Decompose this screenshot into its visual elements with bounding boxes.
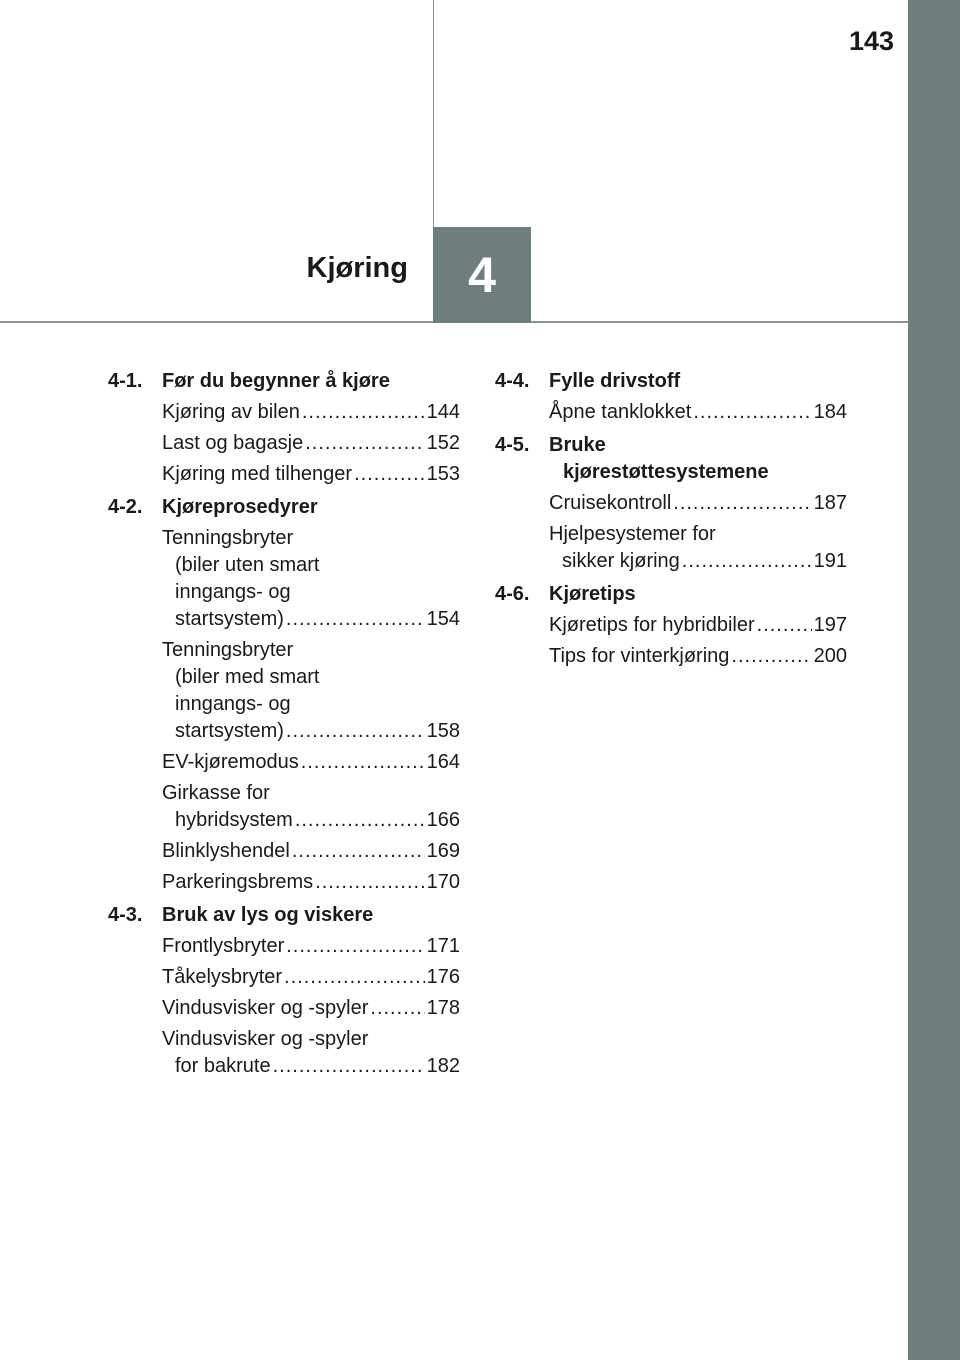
entry-page-number: 154 — [426, 608, 460, 630]
toc-entry[interactable] — [162, 995, 460, 1022]
entry-label — [549, 521, 847, 548]
entry-page-number: 191 — [813, 550, 847, 572]
side-tab-band — [908, 0, 960, 1360]
entry-last-line — [162, 933, 460, 960]
entry-label-line: Tåkelysbryter — [162, 966, 283, 988]
entry-label-line: startsystem) — [175, 720, 284, 742]
entry-last-line — [549, 399, 847, 426]
entry-label — [162, 637, 460, 718]
toc-entry[interactable] — [549, 521, 847, 575]
entry-text-block — [162, 1026, 460, 1080]
toc-entry[interactable] — [549, 643, 847, 670]
entry-page-number: 166 — [426, 809, 460, 831]
section-title — [162, 902, 460, 929]
entry-text-block — [162, 525, 460, 633]
chapter-number: 4 — [468, 247, 496, 303]
entry-last-line — [162, 869, 460, 896]
entry-label-line: Girkasse for — [162, 782, 270, 804]
entry-last-line — [549, 643, 847, 670]
entry-label-line: Vindusvisker og -spyler — [162, 1028, 369, 1050]
leader-dots — [292, 838, 425, 865]
leader-dots — [286, 606, 425, 633]
section-heading — [108, 494, 460, 521]
entry-label-line: hybridsystem — [175, 809, 293, 831]
entry-label-line: inngangs- og — [175, 581, 291, 603]
entry-page-number: 176 — [426, 966, 460, 988]
entry-page-number: 187 — [813, 492, 847, 514]
toc-section — [108, 494, 460, 896]
entry-page-number: 170 — [426, 871, 460, 893]
entry-label-line: for bakrute — [175, 1055, 271, 1077]
leader-dots — [693, 399, 811, 426]
entry-page-number: 182 — [426, 1055, 460, 1077]
leader-dots — [354, 461, 425, 488]
entry-label-line: (biler uten smart — [175, 554, 320, 576]
section-number: 4-5. — [495, 434, 530, 456]
entry-page-number: 164 — [426, 751, 460, 773]
leader-dots — [731, 643, 811, 670]
toc-entry[interactable] — [162, 780, 460, 834]
entry-last-line — [549, 490, 847, 517]
entry-page-number: 158 — [426, 720, 460, 742]
entry-label-line: Parkeringsbrems — [162, 871, 314, 893]
leader-dots — [370, 995, 424, 1022]
entry-label-line: Kjøring med tilhenger — [162, 463, 353, 485]
entry-last-line — [162, 606, 460, 633]
entry-page-number: 200 — [813, 645, 847, 667]
entry-label-line: Hjelpesystemer for — [549, 523, 716, 545]
leader-dots — [682, 548, 812, 575]
section-number: 4-3. — [108, 904, 143, 926]
entry-label-line: startsystem) — [175, 608, 284, 630]
section-number: 4-2. — [108, 496, 143, 518]
section-title-line: Fylle drivstoff — [549, 370, 681, 392]
leader-dots — [286, 933, 424, 960]
chapter-title: Kjøring — [306, 252, 408, 284]
section-number: 4-4. — [495, 370, 530, 392]
toc-section — [495, 368, 847, 426]
entry-label-line: Tips for vinterkjøring — [549, 645, 730, 667]
toc-entry[interactable] — [162, 869, 460, 896]
chapter-number-box — [433, 227, 531, 323]
section-heading — [495, 581, 847, 608]
toc-entry[interactable] — [162, 637, 460, 745]
leader-dots — [757, 612, 812, 639]
leader-dots — [273, 1053, 425, 1080]
entry-label — [162, 1026, 460, 1053]
section-title — [162, 368, 460, 395]
entry-label-line: Tenningsbryter — [162, 527, 294, 549]
entry-last-line — [549, 612, 847, 639]
entry-label — [162, 525, 460, 606]
entry-last-line — [549, 548, 847, 575]
entry-label-line: EV-kjøremodus — [162, 751, 299, 773]
entry-label-line: inngangs- og — [175, 693, 291, 715]
leader-dots — [286, 718, 425, 745]
toc-entry[interactable] — [549, 490, 847, 517]
entry-label-line: Kjøretips for hybridbiler — [549, 614, 755, 636]
entry-label-line: Vindusvisker og -spyler — [162, 997, 369, 1019]
section-title-line: Bruk av lys og viskere — [162, 904, 374, 926]
entry-label-line: Åpne tanklokket — [549, 401, 692, 423]
toc-entry[interactable] — [162, 1026, 460, 1080]
toc-entry[interactable] — [162, 964, 460, 991]
entry-label-line: Blinklyshendel — [162, 840, 290, 862]
entry-text-block — [162, 780, 460, 834]
entry-label-line: (biler med smart — [175, 666, 320, 688]
section-title-line: kjørestøttesystemene — [563, 461, 769, 483]
entry-page-number: 144 — [426, 401, 460, 423]
leader-dots — [301, 749, 425, 776]
entry-label-line: Last og bagasje — [162, 432, 304, 454]
section-title-line: Bruke — [549, 434, 606, 456]
entry-label — [162, 780, 460, 807]
toc-entry[interactable] — [549, 399, 847, 426]
leader-dots — [295, 807, 425, 834]
section-title-line: Før du begynner å kjøre — [162, 370, 390, 392]
entry-last-line — [162, 749, 460, 776]
toc-entry[interactable] — [162, 933, 460, 960]
entry-last-line — [162, 399, 460, 426]
entry-last-line — [162, 430, 460, 457]
toc-section — [495, 581, 847, 670]
section-title — [549, 368, 847, 395]
leader-dots — [302, 399, 425, 426]
section-heading — [495, 368, 847, 395]
section-title-line: Kjøretips — [549, 583, 636, 605]
page-number: 143 — [848, 26, 894, 56]
section-title — [162, 494, 460, 521]
section-number: 4-6. — [495, 583, 530, 605]
entry-label-line: Cruisekontroll — [549, 492, 672, 514]
section-title-line: Kjøreprosedyrer — [162, 496, 318, 518]
section-number: 4-1. — [108, 370, 143, 392]
entry-last-line — [162, 838, 460, 865]
entry-last-line — [162, 718, 460, 745]
leader-dots — [673, 490, 811, 517]
entry-last-line — [162, 1053, 460, 1080]
section-title — [549, 581, 847, 608]
toc-entry[interactable] — [162, 430, 460, 457]
toc-entry[interactable] — [162, 525, 460, 633]
toc-right-column — [495, 368, 847, 676]
toc-entry[interactable] — [162, 838, 460, 865]
section-heading — [495, 432, 847, 486]
entry-page-number: 153 — [426, 463, 460, 485]
section-heading — [108, 368, 460, 395]
entry-page-number: 171 — [426, 935, 460, 957]
section-heading — [108, 902, 460, 929]
toc-entry[interactable] — [549, 612, 847, 639]
entry-text-block — [162, 637, 460, 745]
entry-page-number: 197 — [813, 614, 847, 636]
entry-text-block — [549, 521, 847, 575]
entry-label-line: Frontlysbryter — [162, 935, 285, 957]
entry-last-line — [162, 964, 460, 991]
toc-left-column — [108, 368, 460, 1086]
toc-entry[interactable] — [162, 399, 460, 426]
toc-entry[interactable] — [162, 749, 460, 776]
entry-page-number: 169 — [426, 840, 460, 862]
toc-section — [108, 368, 460, 488]
entry-last-line — [162, 807, 460, 834]
leader-dots — [315, 869, 424, 896]
header-vertical-rule — [433, 0, 434, 228]
entry-page-number: 184 — [813, 401, 847, 423]
entry-page-number: 178 — [426, 997, 460, 1019]
entry-label-line: Tenningsbryter — [162, 639, 294, 661]
toc-section — [495, 432, 847, 575]
section-title — [549, 432, 847, 486]
leader-dots — [284, 964, 425, 991]
entry-label-line: sikker kjøring — [562, 550, 680, 572]
entry-last-line — [162, 461, 460, 488]
toc-entry[interactable] — [162, 461, 460, 488]
toc-section — [108, 902, 460, 1080]
entry-page-number: 152 — [426, 432, 460, 454]
entry-label-line: Kjøring av bilen — [162, 401, 300, 423]
entry-last-line — [162, 995, 460, 1022]
leader-dots — [305, 430, 424, 457]
